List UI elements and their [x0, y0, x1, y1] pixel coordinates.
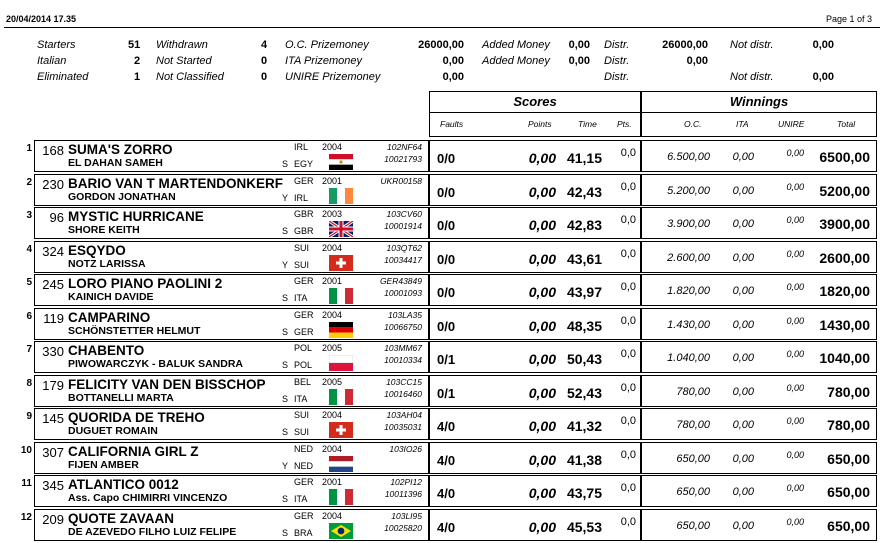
- col-faults: Faults: [440, 119, 464, 129]
- pts: 0,0: [620, 348, 636, 360]
- rider-code: 10001093: [384, 288, 422, 298]
- rider-nation: EGY: [294, 159, 314, 169]
- horse-nation: GER: [294, 477, 314, 487]
- points: 0,00: [528, 217, 556, 233]
- rider-code: 10001914: [384, 221, 422, 231]
- oc-winnings: 2.600,00: [667, 251, 710, 264]
- horse-nation: NED: [294, 443, 314, 454]
- ita-winnings: 0,00: [732, 318, 754, 331]
- not-distr-value: 0,00: [812, 71, 834, 83]
- rank: 4: [26, 243, 32, 255]
- horse-year: 2005: [322, 343, 343, 353]
- oc-winnings: 5.200,00: [667, 184, 710, 197]
- rider-category: S: [282, 393, 289, 404]
- horse-name: CHABENTO: [68, 343, 145, 358]
- report-date: 20/04/2014 17.35: [6, 14, 77, 24]
- points: 0,00: [528, 384, 556, 401]
- result-row: [0, 274, 884, 307]
- total-winnings: 1040,00: [819, 350, 870, 366]
- points: 0,00: [528, 284, 556, 300]
- pts: 0,0: [620, 281, 636, 293]
- horse-name: QUORIDA DE TREHO: [68, 410, 205, 425]
- rank: 3: [26, 210, 32, 221]
- pts: 0,0: [620, 147, 636, 159]
- rider-nation: GBR: [294, 226, 314, 236]
- result-row: [0, 140, 884, 173]
- distr-label: Distr.: [604, 71, 630, 83]
- ita-winnings: 0,00: [732, 486, 754, 498]
- italian-value: 2: [134, 55, 141, 67]
- rank: 10: [20, 444, 32, 456]
- horse-name: MYSTIC HURRICANE: [68, 209, 204, 224]
- points: 0,00: [528, 250, 556, 267]
- horse-name: LORO PIANO PAOLINI 2: [68, 276, 223, 291]
- horse-code: 103LA35: [387, 309, 422, 320]
- rider-nation: IRL: [294, 192, 309, 203]
- result-row: [0, 442, 884, 475]
- rank: 2: [26, 176, 32, 188]
- bib-number: 230: [42, 176, 64, 192]
- faults: 0/0: [437, 218, 456, 233]
- horse-nation: GBR: [294, 209, 314, 219]
- bib-number: 179: [42, 377, 64, 393]
- not-classified-label: Not Classified: [156, 71, 224, 83]
- distr-value: 0,00: [686, 55, 708, 67]
- starters-value: 51: [128, 39, 141, 51]
- horse-name: BARIO VAN T MARTENDONKERF: [68, 175, 283, 191]
- unire-winnings: 0,00: [786, 181, 804, 192]
- horse-name: CALIFORNIA GIRL Z: [68, 443, 199, 459]
- bib-number: 119: [43, 310, 64, 326]
- time: 43,75: [566, 485, 602, 501]
- horse-nation: GER: [294, 510, 314, 521]
- pts: 0,0: [620, 482, 636, 494]
- total-winnings: 650,00: [827, 517, 870, 534]
- unire-winnings: 0,00: [786, 215, 804, 225]
- bib-number: 330: [42, 344, 64, 359]
- time: 42,83: [566, 217, 602, 233]
- not-classified-value: 0: [261, 71, 268, 83]
- horse-code: 102PI12: [390, 477, 422, 487]
- total-winnings: 2600,00: [819, 249, 870, 266]
- oc-winnings: 1.820,00: [667, 285, 710, 297]
- ita-winnings: 0,00: [732, 352, 754, 364]
- distr-value: 26000,00: [662, 39, 708, 51]
- oc-winnings: 780,00: [676, 385, 710, 398]
- flag-ned-icon: [329, 456, 353, 472]
- result-row: [0, 308, 884, 341]
- bib-number: 168: [42, 143, 64, 158]
- bib-number: 345: [42, 478, 64, 493]
- rider-category: S: [282, 494, 289, 504]
- rider-category: S: [282, 226, 289, 236]
- rider-name: GORDON JONATHAN: [68, 190, 176, 203]
- page-indicator: Page 1 of 3: [825, 14, 872, 24]
- pts: 0,0: [620, 381, 636, 394]
- horse-name: SUMA'S ZORRO: [68, 142, 173, 157]
- col-total: Total: [837, 119, 856, 129]
- rank: 1: [26, 143, 32, 154]
- rider-code: 10021793: [384, 154, 422, 164]
- result-row: [0, 341, 884, 374]
- points: 0,00: [528, 317, 556, 334]
- rider-name: BOTTANELLI MARTA: [68, 391, 174, 404]
- not-distr-label: Not distr.: [730, 71, 774, 83]
- oc-winnings: 650,00: [676, 486, 710, 498]
- rank: 12: [20, 511, 32, 523]
- bib-number: 209: [42, 511, 64, 527]
- horse-year: 2003: [322, 209, 343, 219]
- time: 45,53: [566, 518, 602, 535]
- horse-nation: SUI: [294, 242, 310, 253]
- rank: 6: [26, 310, 32, 322]
- horse-name: QUOTE ZAVAAN: [68, 510, 174, 526]
- rider-code: 10025820: [384, 522, 422, 533]
- rider-name: DUGUET ROMAIN: [68, 425, 158, 437]
- unire-prize-label: UNIRE Prizemoney: [285, 71, 381, 83]
- result-row: [0, 375, 884, 408]
- result-row: [0, 174, 884, 207]
- horse-code: 103CC15: [386, 376, 422, 387]
- ita-winnings: 0,00: [732, 385, 754, 398]
- rider-code: 10034417: [384, 254, 422, 265]
- rider-nation: BRA: [294, 527, 313, 538]
- result-row: [0, 475, 884, 508]
- unire-winnings: 0,00: [786, 416, 804, 426]
- horse-nation: GER: [294, 309, 314, 320]
- oc-prize-label: O.C. Prizemoney: [285, 39, 369, 51]
- rider-name: Ass. Capo CHIMIRRI VINCENZO: [68, 492, 228, 504]
- pts: 0,0: [620, 180, 636, 193]
- winnings-group-header: Winnings: [641, 91, 877, 113]
- time: 50,43: [566, 351, 602, 367]
- pts: 0,0: [620, 515, 636, 528]
- horse-code: 103CV60: [386, 209, 422, 219]
- rank: 11: [21, 478, 32, 489]
- points: 0,00: [528, 351, 556, 367]
- eliminated-label: Eliminated: [37, 71, 89, 83]
- time: 42,43: [566, 183, 602, 200]
- total-winnings: 650,00: [827, 450, 870, 467]
- col-pts: Pts.: [617, 119, 632, 129]
- col-unire: UNIRE: [778, 119, 805, 129]
- horse-year: 2004: [322, 142, 343, 152]
- rider-nation: ITA: [294, 494, 308, 504]
- added-money-value: 0,00: [568, 39, 590, 51]
- rider-nation: GER: [294, 326, 314, 337]
- unire-winnings: 0,00: [786, 315, 804, 326]
- pts: 0,0: [620, 214, 636, 226]
- unire-winnings: 0,00: [786, 248, 804, 259]
- pts: 0,0: [620, 247, 636, 260]
- horse-nation: GER: [294, 276, 314, 286]
- rider-category: Y: [282, 460, 289, 471]
- ita-winnings: 0,00: [732, 285, 754, 297]
- oc-winnings: 780,00: [676, 419, 710, 431]
- added-money-value: 0,00: [568, 55, 590, 67]
- bib-number: 324: [42, 243, 64, 259]
- points: 0,00: [528, 451, 556, 468]
- result-row: [0, 509, 884, 542]
- horse-name: CAMPARINO: [68, 309, 151, 325]
- rider-category: S: [282, 527, 289, 538]
- rider-category: S: [282, 326, 289, 337]
- oc-prize-value: 26000,00: [418, 39, 464, 51]
- rider-code: 10010334: [384, 355, 422, 365]
- ita-winnings: 0,00: [732, 519, 754, 532]
- total-winnings: 780,00: [827, 417, 870, 433]
- rider-code: 10011396: [384, 489, 422, 499]
- ita-winnings: 0,00: [732, 151, 754, 163]
- points: 0,00: [528, 418, 556, 434]
- horse-nation: GER: [294, 175, 314, 186]
- header-divider: [4, 27, 880, 28]
- horse-year: 2001: [322, 175, 343, 186]
- time: 41,38: [566, 451, 602, 468]
- rank: 9: [26, 411, 32, 422]
- eliminated-value: 1: [134, 71, 141, 83]
- faults: 0/0: [437, 184, 456, 200]
- horse-code: 103MM67: [384, 343, 422, 353]
- col-oc: O.C.: [684, 119, 702, 129]
- rider-nation: POL: [294, 360, 313, 370]
- total-winnings: 3900,00: [819, 216, 870, 232]
- flag-irl-icon: [329, 188, 353, 204]
- pts: 0,0: [620, 448, 636, 461]
- not-distr-value: 0,00: [812, 39, 834, 51]
- time: 43,61: [566, 250, 602, 267]
- col-points: Points: [528, 119, 552, 129]
- unire-winnings: 0,00: [786, 148, 804, 158]
- horse-year: 2004: [322, 410, 343, 420]
- unire-winnings: 0,00: [786, 349, 804, 359]
- ita-prize-value: 0,00: [442, 55, 464, 67]
- faults: 0/0: [437, 285, 456, 300]
- result-row: [0, 207, 884, 240]
- ita-winnings: 0,00: [732, 218, 754, 230]
- ita-prize-label: ITA Prizemoney: [285, 55, 363, 67]
- horse-name: ESQYDO: [68, 242, 126, 258]
- horse-code: 103QT62: [386, 242, 422, 253]
- oc-winnings: 1.430,00: [667, 318, 710, 331]
- horse-nation: SUI: [294, 410, 310, 420]
- ita-winnings: 0,00: [732, 419, 754, 431]
- rider-code: 10016460: [384, 388, 422, 399]
- time: 48,35: [566, 317, 602, 334]
- time: 52,43: [566, 384, 602, 401]
- horse-year: 2004: [322, 309, 343, 320]
- horse-nation: POL: [294, 343, 313, 353]
- unire-winnings: 0,00: [786, 382, 804, 393]
- horse-year: 2001: [322, 276, 343, 286]
- bib-number: 245: [42, 277, 64, 292]
- added-money-label: Added Money: [482, 39, 550, 51]
- scores-group-header: Scores: [429, 91, 641, 113]
- ita-winnings: 0,00: [732, 251, 754, 264]
- oc-winnings: 650,00: [676, 452, 710, 465]
- horse-year: 2004: [322, 510, 343, 521]
- points: 0,00: [528, 485, 556, 501]
- rider-name: DE AZEVEDO FILHO LUIZ FELIPE: [68, 525, 237, 538]
- ita-winnings: 0,00: [732, 184, 754, 197]
- horse-code: 103LI95: [391, 510, 422, 521]
- pts: 0,0: [620, 314, 636, 327]
- rider-category: S: [282, 293, 289, 303]
- oc-winnings: 3.900,00: [667, 218, 710, 230]
- ita-winnings: 0,00: [732, 452, 754, 465]
- rank: 8: [26, 377, 32, 389]
- withdrawn-label: Withdrawn: [156, 39, 208, 51]
- rider-name: KAINICH DAVIDE: [68, 291, 154, 303]
- points: 0,00: [528, 518, 556, 535]
- total-winnings: 780,00: [827, 383, 870, 400]
- horse-year: 2005: [322, 376, 343, 387]
- rider-nation: SUI: [294, 427, 310, 437]
- faults: 0/0: [437, 251, 456, 267]
- rider-nation: NED: [294, 460, 314, 471]
- bib-number: 307: [42, 444, 64, 460]
- unire-winnings: 0,00: [786, 282, 804, 292]
- faults: 4/0: [437, 452, 456, 468]
- rider-nation: ITA: [294, 293, 308, 303]
- horse-name: ATLANTICO 0012: [68, 477, 179, 492]
- unire-winnings: 0,00: [786, 483, 804, 493]
- horse-code: 103IO26: [389, 443, 422, 454]
- time: 41,15: [566, 150, 602, 166]
- horse-code: UKR00158: [380, 175, 422, 186]
- faults: 4/0: [437, 419, 456, 434]
- horse-year: 2004: [322, 242, 343, 253]
- time: 43,97: [566, 284, 602, 300]
- total-winnings: 650,00: [827, 484, 870, 500]
- horse-code: 102NF64: [387, 142, 422, 152]
- faults: 4/0: [437, 519, 456, 535]
- oc-winnings: 1.040,00: [667, 352, 710, 364]
- rider-category: S: [282, 427, 289, 437]
- total-winnings: 5200,00: [819, 182, 870, 199]
- rider-name: SHORE KEITH: [68, 224, 140, 236]
- faults: 0/0: [437, 318, 456, 334]
- distr-label: Distr.: [604, 39, 630, 51]
- not-started-value: 0: [261, 55, 268, 67]
- not-started-label: Not Started: [156, 55, 212, 67]
- unire-winnings: 0,00: [786, 449, 804, 460]
- time: 41,32: [566, 418, 602, 434]
- oc-winnings: 650,00: [676, 519, 710, 532]
- horse-code: GER43849: [379, 276, 422, 286]
- rider-name: SCHÖNSTETTER HELMUT: [68, 324, 201, 337]
- rider-name: EL DAHAN SAMEH: [68, 157, 163, 169]
- bib-number: 96: [49, 210, 64, 225]
- unire-prize-value: 0,00: [442, 71, 464, 83]
- italian-label: Italian: [37, 55, 67, 67]
- not-distr-label: Not distr.: [730, 39, 774, 51]
- points: 0,00: [528, 150, 556, 166]
- rank: 7: [26, 344, 32, 355]
- horse-year: 2004: [322, 443, 343, 454]
- rider-code: 10066750: [384, 321, 422, 332]
- faults: 4/0: [437, 486, 456, 501]
- withdrawn-value: 4: [261, 39, 268, 51]
- rider-category: Y: [282, 192, 289, 203]
- rider-name: PIWOWARCZYK - BALUK SANDRA: [68, 358, 243, 370]
- col-time: Time: [578, 119, 597, 129]
- rider-category: Y: [282, 259, 289, 270]
- distr-label: Distr.: [604, 55, 630, 67]
- rider-nation: ITA: [294, 393, 308, 404]
- rider-category: S: [282, 159, 289, 169]
- oc-winnings: 6.500,00: [667, 151, 710, 163]
- rider-name: NOTZ LARISSA: [68, 257, 146, 270]
- rider-name: FIJEN AMBER: [68, 458, 139, 471]
- bib-number: 145: [42, 411, 64, 426]
- horse-year: 2001: [322, 477, 343, 487]
- starters-label: Starters: [37, 39, 76, 51]
- total-winnings: 1820,00: [819, 283, 870, 299]
- total-winnings: 6500,00: [819, 149, 870, 165]
- horse-nation: IRL: [294, 142, 309, 152]
- pts: 0,0: [620, 415, 636, 427]
- rider-category: S: [282, 360, 289, 370]
- faults: 0/1: [437, 352, 456, 367]
- faults: 0/1: [437, 385, 456, 401]
- horse-name: FELICITY VAN DEN BISSCHOP: [68, 376, 266, 392]
- added-money-label: Added Money: [482, 55, 550, 67]
- result-row: [0, 241, 884, 274]
- faults: 0/0: [437, 151, 456, 166]
- horse-nation: BEL: [294, 376, 312, 387]
- rider-code: 10035031: [384, 422, 422, 432]
- horse-code: 103AH04: [386, 410, 422, 420]
- result-row: [0, 408, 884, 441]
- unire-winnings: 0,00: [786, 516, 804, 527]
- col-ita: ITA: [736, 119, 749, 129]
- total-winnings: 1430,00: [819, 316, 870, 333]
- points: 0,00: [528, 183, 556, 200]
- rider-nation: SUI: [294, 259, 310, 270]
- rank: 5: [26, 277, 32, 288]
